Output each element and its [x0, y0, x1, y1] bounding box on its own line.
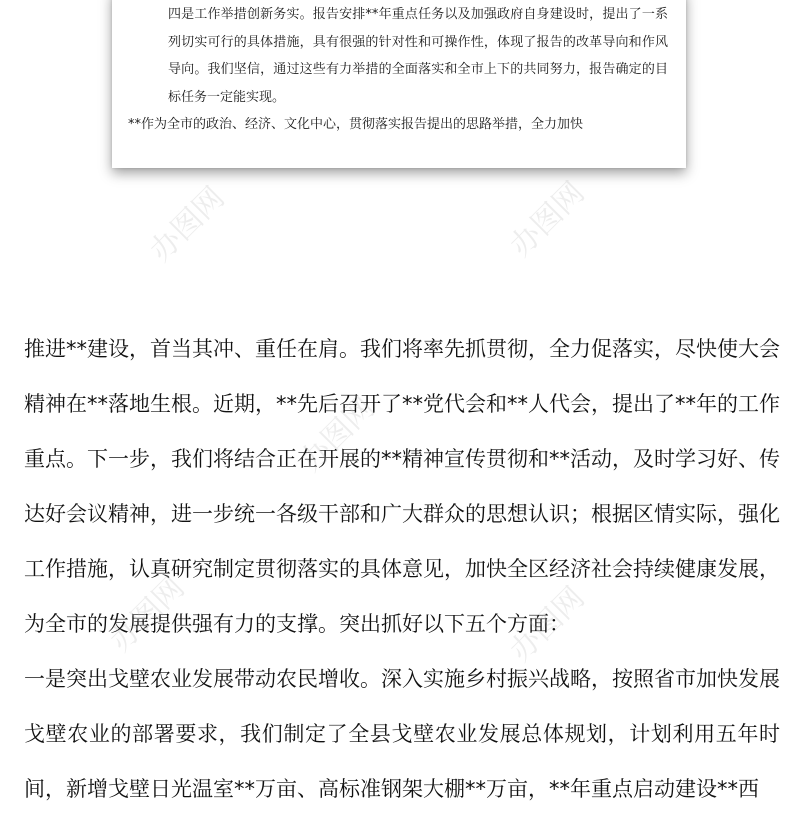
body-paragraph: 一是突出戈壁农业发展带动农民增收。深入实施乡村振兴战略，按照省市加快发展戈壁农业的部署要求，我们制定了全县戈壁农业发展总体规划，计划利用五年时间，新增戈壁日光温室**万亩、高标准钢架大棚**万亩，**年重点启动建设**西: [24, 667, 780, 801]
watermark: 办图网: [103, 570, 192, 659]
watermark: 办图网: [143, 180, 232, 269]
document-body: [24, 322, 780, 817]
document-preview-card: [112, 0, 686, 168]
preview-paragraph: **作为全市的政治、经济、文化中心，贯彻落实报告提出的思路举措，全力加快: [128, 117, 584, 132]
preview-paragraph: 四是工作举措创新务实。报告安排**年重点任务以及加强政府自身建设时，提出了一系列切实可行的具体措施，具有很强的针对性和可操作性，体现了报告的改革导向和作风导向。我们坚信，通过这些有力举措的全面落实和全市上下的共同努力，报告确定的目标任务一定能实现。: [168, 7, 668, 105]
preview-text: [128, 1, 668, 139]
watermark: 办图网: [503, 580, 592, 669]
watermark: 办图网: [293, 390, 382, 479]
watermark: 办图网: [503, 175, 592, 264]
body-paragraph: 推进**建设，首当其冲、重任在肩。我们将率先抓贯彻，全力促落实，尽快使大会精神在**落地生根。近期，**先后召开了**党代会和**人代会，提出了**年的工作重点。下一步，我们将结合正在开展的**精神宣传贯彻和**活动，及时学习好、传达好会议精神，进一步统一各级干部和广大群众的思想认识；根据区情实际，强化工作措施，认真研究制定贯彻落实的具体意见，加快全区经济社会持续健康发展，为全市的发展提供强有力的支撑。突出抓好以下五个方面：: [24, 337, 780, 636]
